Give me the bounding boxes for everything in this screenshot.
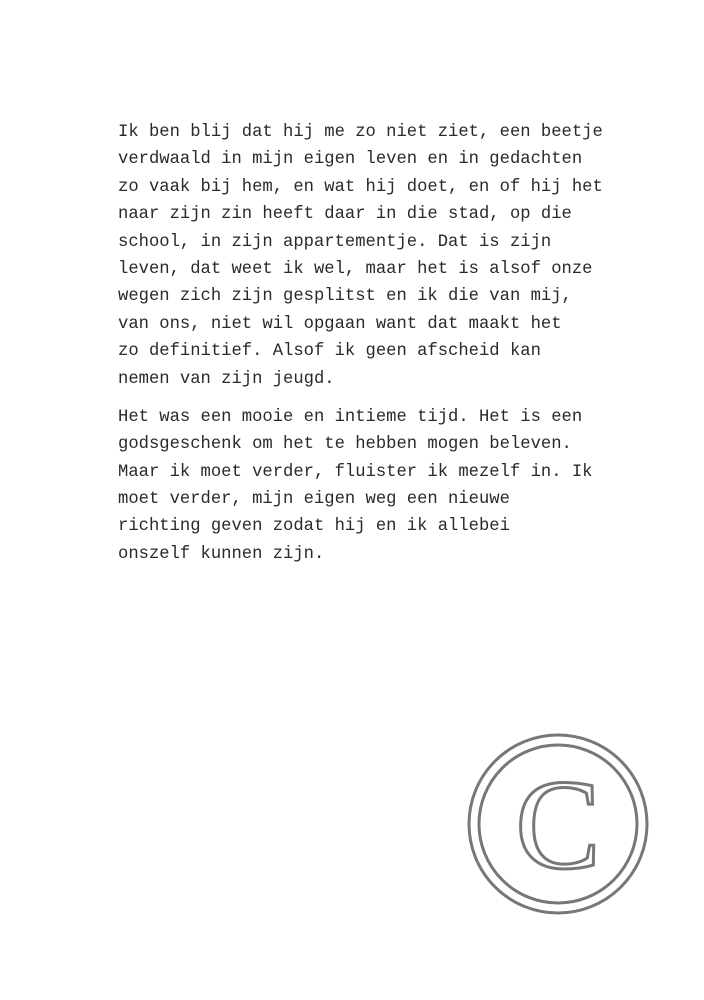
body-text	[118, 119, 603, 579]
copyright-icon	[465, 732, 651, 916]
text-line: moet verder, mijn eigen weg een nieuwe	[118, 490, 510, 510]
text-line: godsgeschenk om het te hebben mogen beleven.	[118, 435, 572, 455]
text-line: Het was een mooie en intieme tijd. Het is een	[118, 407, 583, 427]
text-line: nemen van zijn jeugd.	[118, 369, 335, 389]
text-line: onszelf kunnen zijn.	[118, 544, 325, 564]
paragraph-2	[118, 404, 598, 568]
text-line: naar zijn zin heeft daar in die stad, op die	[118, 205, 572, 225]
text-line: richting geven zodat hij en ik allebei	[118, 517, 510, 537]
text-line: verdwaald in mijn eigen leven en in gedachten	[118, 150, 583, 170]
text-line: zo definitief. Alsof ik geen afscheid kan	[118, 342, 541, 362]
text-line: wegen zich zijn gesplitst en ik die van mij,	[118, 287, 572, 307]
text-line: zo vaak bij hem, en wat hij doet, en of hij het	[118, 177, 603, 197]
paragraph-1	[118, 119, 603, 393]
text-line: van ons, niet wil opgaan want dat maakt het	[118, 314, 562, 334]
text-line: Ik ben blij dat hij me zo niet ziet, een beetje	[118, 123, 603, 142]
text-line: Maar ik moet verder, fluister ik mezelf in. Ik	[118, 462, 593, 482]
text-line: school, in zijn appartementje. Dat is zijn	[118, 232, 552, 252]
copyright-glyph: C	[515, 754, 601, 896]
text-line: leven, dat weet ik wel, maar het is alsof onze	[118, 259, 593, 279]
